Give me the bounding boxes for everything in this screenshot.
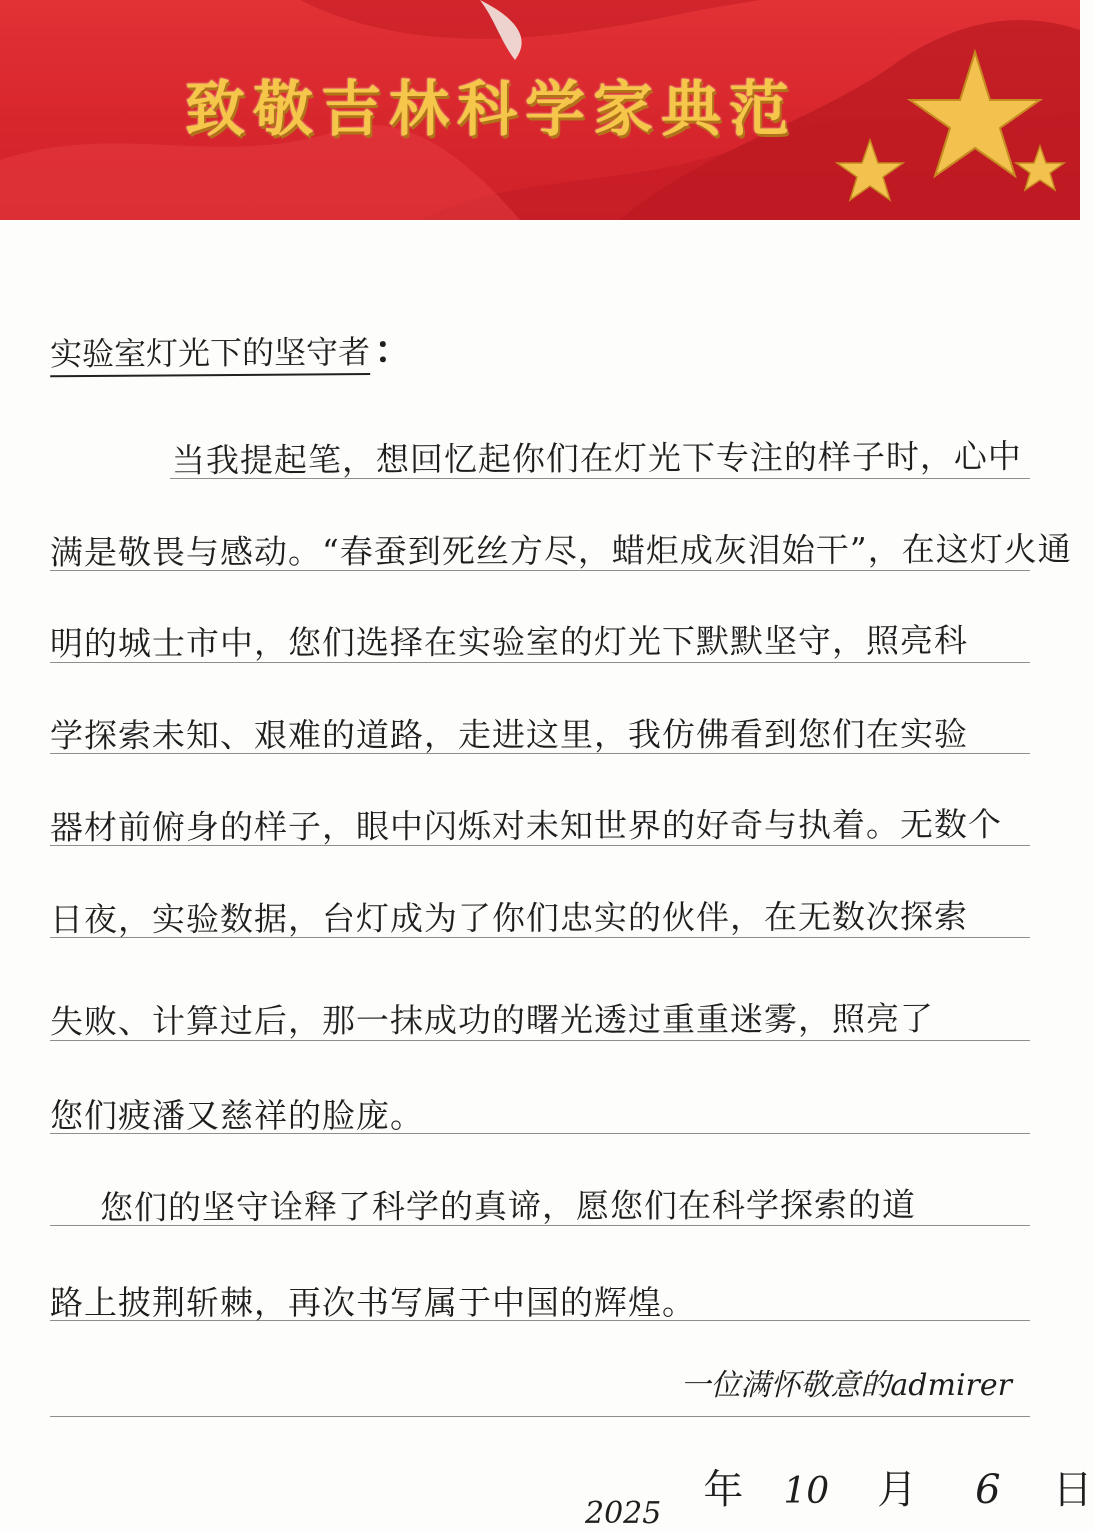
- letter-body: [0, 220, 1093, 1531]
- ruled-line: [50, 1416, 1030, 1417]
- header-banner: [0, 0, 1080, 220]
- date-year-unit: 年: [703, 1467, 744, 1513]
- ribbon-shape: [300, 0, 760, 39]
- letter-line: 日夜，实验数据，台灯成为了你们忠实的伙伴，在无数次探索: [49, 896, 968, 939]
- salutation-text: 实验室灯光下的坚守者: [50, 333, 370, 377]
- banner-title: 致敬吉林科学家典范: [185, 75, 797, 145]
- signature: 一位满怀敬意的admirer: [680, 1368, 1012, 1403]
- date-month: 10: [783, 1471, 830, 1512]
- letter-line: 您们的坚守诠释了科学的真谛，愿您们在科学探索的道: [99, 1185, 916, 1227]
- salutation: [50, 319, 412, 377]
- letter-line: 满是敬畏与感动。“春蚕到死丝方尽，蜡炬成灰泪始干”，在这灯火通: [49, 529, 1072, 572]
- letter-line: 失败、计算过后，那一抹成功的曙光透过重重迷雾，照亮了: [49, 998, 934, 1041]
- letter-line: 器材前俯身的样子，眼中闪烁对未知世界的好奇与执着。无数个: [49, 804, 1002, 847]
- letter-line: 学探索未知、艰难的道路，走进这里，我仿佛看到您们在实验: [49, 714, 968, 755]
- date-year: 2025: [585, 1496, 662, 1531]
- date-day: 6: [975, 1467, 1001, 1513]
- date: [585, 1458, 1093, 1531]
- letter-line: 明的城士市中，您们选择在实验室的灯光下默默坚守，照亮科: [49, 620, 968, 663]
- salutation-colon: ：: [373, 326, 413, 373]
- letter-line: 当我提起笔，想回忆起你们在灯光下专注的样子时，心中: [171, 436, 1022, 481]
- date-day-unit: 日: [1052, 1467, 1093, 1513]
- date-month-unit: 月: [877, 1467, 918, 1513]
- letter-line: 路上披荆斩棘，再次书写属于中国的辉煌。: [50, 1283, 696, 1322]
- letter-line: 您们疲潘又慈祥的脸庞。: [50, 1096, 424, 1135]
